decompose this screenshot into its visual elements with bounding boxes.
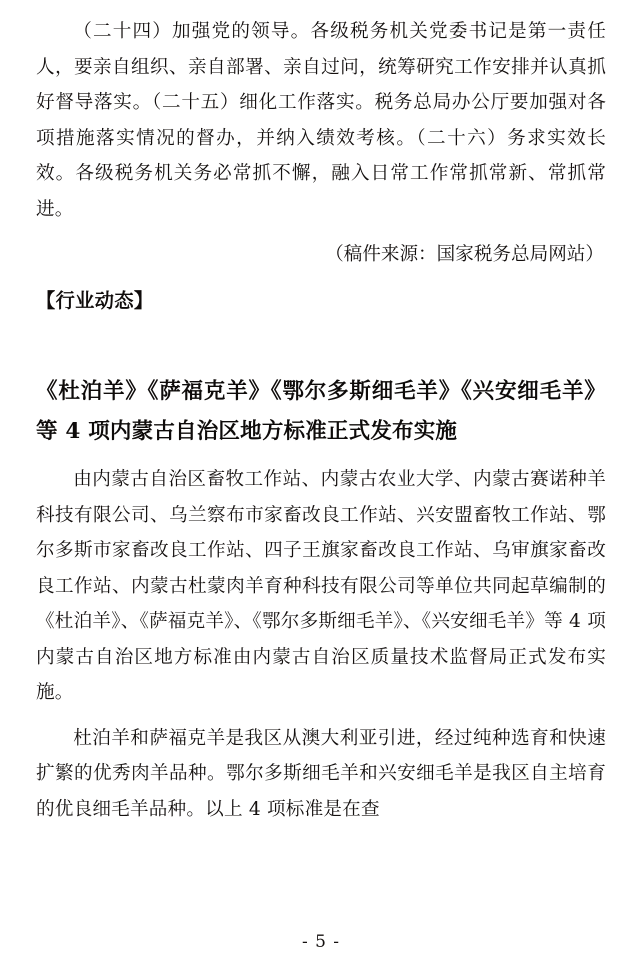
spacer	[36, 711, 606, 721]
spacer	[36, 227, 606, 237]
spacer	[36, 273, 606, 283]
section-heading-industry-news: 【行业动态】	[36, 288, 154, 312]
spacer	[36, 348, 606, 372]
source-note: （稿件来源：国家税务总局网站）	[325, 244, 604, 265]
page-number: - 5 -	[301, 932, 341, 952]
spacer	[36, 318, 606, 348]
article-headline: 《杜泊羊》《萨福克羊》《鄂尔多斯细毛羊》《兴安细毛羊》等 4 项内蒙古自治区地方标准正式发布实施	[36, 379, 606, 444]
paragraph-breeds-intro: 杜泊羊和萨福克羊是我区从澳大利亚引进，经过纯种选育和快速扩繁的优秀肉羊品种。鄂尔多斯细毛羊和兴安细毛羊是我区自主培育的优良细毛羊品种。以上 4 项标准是在查	[36, 727, 606, 820]
spacer	[36, 452, 606, 462]
paragraph-leadership: （二十四）加强党的领导。各级税务机关党委书记是第一责任人，要亲自组织、亲自部署、亲自过问，统筹研究工作安排并认真抓好督导落实。（二十五）细化工作落实。税务总局办公厅要加强对各项措施落实情况的督办，并纳入绩效考核。（二十六）务求实效长效。各级税务机关务必常抓不懈，融入日常工作常抓常新、常抓常进。	[36, 21, 606, 220]
paragraph-drafting-units: 由内蒙古自治区畜牧工作站、内蒙古农业大学、内蒙古赛诺种羊科技有限公司、乌兰察布市家畜改良工作站、兴安盟畜牧工作站、鄂尔多斯市家畜改良工作站、四子王旗家畜改良工作站、乌审旗家畜改良工作站、内蒙古杜蒙肉羊育种科技有限公司等单位共同起草编制的《杜泊羊》、《萨福克羊》、《鄂尔多斯细毛羊》、《兴安细毛羊》等 4 项内蒙古自治区地方标准由内蒙古自治区质量技术监督局正式发布实施。	[36, 469, 606, 703]
